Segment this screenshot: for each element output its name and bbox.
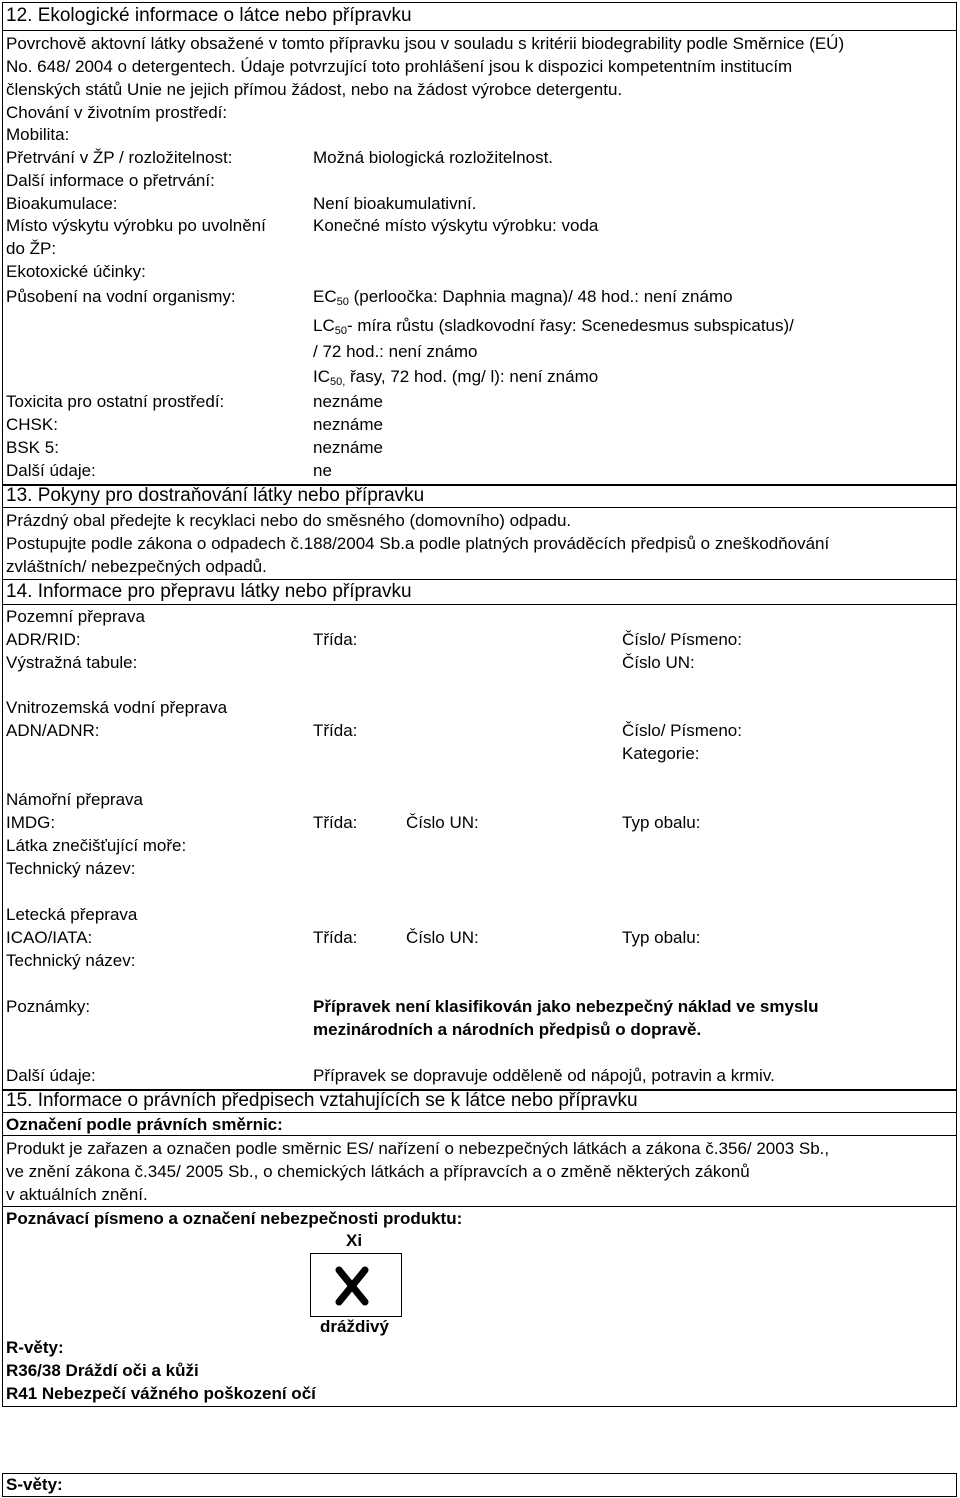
s14-dalsi-label: Další údaje: [6,1066,96,1085]
ic50-value [313,367,598,392]
hazard-symbol-frame [310,1253,402,1317]
imdg-technicky-label: Technický název: [6,859,136,878]
pozemni-label: Pozemní přeprava [6,607,145,626]
icao-trida: Třída: [313,928,358,947]
ec-text: (perloočka: Daphnia magna)/ 48 hod.: není známo [348,287,733,306]
adr-trida: Třída: [313,630,358,649]
chsk-label: CHSK: [6,415,58,434]
adn-label: ADN/ADNR: [6,721,100,740]
letecka-label: Letecká přeprava [6,905,138,924]
bsk-label: BSK 5: [6,438,59,457]
r-vety-label: R-věty: [6,1338,64,1357]
s-vety-label: S-věty: [6,1475,63,1494]
toxicita-value: neznáme [313,392,383,411]
adr-label: ADR/RID: [6,630,81,649]
s15-line-1: Produkt je zařazen a označen podle směrnic ES/ nařízení o nebezpečných látkách a zákona č.356/ 2003 Sb., [6,1139,830,1158]
poznavaci-label: Poznávací písmeno a označení nebezpečnosti produktu: [6,1209,463,1228]
icao-typ-obalu: Typ obalu: [622,928,701,947]
pretrvani-value: Možná biologická rozložitelnost. [313,148,554,167]
section-12-heading: 12. Ekologické informace o látce nebo přípravku [6,5,412,26]
s12-dalsi-value: ne [313,461,332,480]
s13-line-2: Postupujte podle zákona o odpadech č.188/2004 Sb.a podle platných prováděcích předpisů o zneškodňování [6,534,830,553]
misto-label-line-1: Místo výskytu výrobku po uvolnění [6,216,266,235]
adr-cislo-un: Číslo UN: [622,653,695,672]
section-15-heading: 15. Informace o právních předpisech vztahujících se k látce nebo přípravku [6,1090,638,1111]
icao-label: ICAO/IATA: [6,928,93,947]
pretrvani-label: Přetrvání v ŽP / rozložitelnost: [6,148,233,167]
ekotox-label: Ekotoxické účinky: [6,262,146,281]
imdg-label: IMDG: [6,813,56,832]
s-vety-box [2,1473,957,1497]
bsk-value: neznáme [313,438,383,457]
adn-trida: Třída: [313,721,358,740]
misto-value: Konečné místo výskytu výrobku: voda [313,216,599,235]
s12-dalsi-label: Další údaje: [6,461,96,480]
s13-line-1: Prázdný obal předejte k recyklaci nebo do směsného (domovního) odpadu. [6,511,572,530]
vodni-label: Působení na vodní organismy: [6,287,236,306]
r41-text: R41 Nebezpečí vážného poškození očí [6,1384,316,1403]
lc-subscript: 50 [334,325,347,337]
ec-subscript: 50 [336,296,349,308]
s12-intro-line-3: členských států Unie ne jejich přímou žádost, nebo na žádost výrobce detergentu. [6,80,623,99]
ic-text: řasy, 72 hod. (mg/ l): není známo [345,367,599,386]
ec50-value [313,287,733,312]
s13-line-3: zvláštních/ nebezpečných odpadů. [6,557,267,576]
section-14-heading-rule [2,604,957,605]
section-13-heading: 13. Pokyny pro dostraňování látky nebo přípravku [6,485,425,506]
lc50-value-line-2: / 72 hod.: není známo [313,342,478,361]
ic-subscript: 50, [330,376,346,388]
lc-text: - míra růstu (sladkovodní řasy: Scenedesmus subspicatus)/ [346,316,794,335]
poznamky-label: Poznámky: [6,997,91,1016]
hazard-symbol-name: dráždivý [320,1317,389,1336]
chovani-label: Chování v životním prostředí: [6,103,228,122]
mobilita-label: Mobilita: [6,125,70,144]
bioakumulace-value: Není bioakumulativní. [313,194,477,213]
poznamky-value-line-2: mezinárodních a národních předpisů o dopravě. [313,1020,702,1039]
vystrazna-label: Výstražná tabule: [6,653,138,672]
hazard-symbol-code: Xi [346,1231,363,1250]
icao-cislo-un: Číslo UN: [406,928,479,947]
oznaceni-rule [2,1135,957,1136]
s14-dalsi-value: Přípravek se dopravuje odděleně od nápojů, potravin a krmiv. [313,1066,775,1085]
oznaceni-label: Označení podle právních směrnic: [6,1115,283,1134]
dalsi-pretrvani-label: Další informace o přetrvání: [6,171,215,190]
namorni-label: Námořní přeprava [6,790,144,809]
imdg-trida: Třída: [313,813,358,832]
ec-prefix: EC [313,287,337,306]
section-15-heading-rule [2,1112,957,1113]
icao-technicky-label: Technický název: [6,951,136,970]
section-12-heading-rule [2,30,957,31]
hazard-cross-icon [311,1254,403,1318]
lc50-value [313,316,794,341]
s15-line-2: ve znění zákona č.345/ 2005 Sb., o chemických látkách a přípravcích a o změně některých zákonů [6,1162,750,1181]
s15-text-rule [2,1206,957,1207]
adn-cislo-pismeno: Číslo/ Písmeno: [622,721,742,740]
s15-line-3: v aktuálních znění. [6,1185,148,1204]
bioakumulace-label: Bioakumulace: [6,194,118,213]
vnitrozemska-label: Vnitrozemská vodní přeprava [6,698,228,717]
section-13-heading-rule [2,507,957,508]
latka-label: Látka znečišťující moře: [6,836,187,855]
misto-label-line-2: do ŽP: [6,239,57,258]
s12-intro-line-2: No. 648/ 2004 o detergentech. Údaje potvrzující toto prohlášení jsou k dispozici kompetentním institucím [6,57,793,76]
adn-kategorie: Kategorie: [622,744,700,763]
toxicita-label: Toxicita pro ostatní prostředí: [6,392,225,411]
r36-text: R36/38 Dráždí oči a kůži [6,1361,199,1380]
imdg-cislo-un: Číslo UN: [406,813,479,832]
section-15-box [2,1089,957,1407]
adr-cislo-pismeno: Číslo/ Písmeno: [622,630,742,649]
s12-intro-line-1: Povrchově aktovní látky obsažené v tomto přípravku jsou v souladu s kritérii biodegrability podle Směrnice (EÚ) [6,34,845,53]
section-14-heading: 14. Informace pro přepravu látky nebo přípravku [6,581,412,602]
ic-prefix: IC [313,367,330,386]
lc-prefix: LC [313,316,335,335]
chsk-value: neznáme [313,415,383,434]
poznamky-value-line-1: Přípravek není klasifikován jako nebezpečný náklad ve smyslu [313,997,819,1016]
imdg-typ-obalu: Typ obalu: [622,813,701,832]
